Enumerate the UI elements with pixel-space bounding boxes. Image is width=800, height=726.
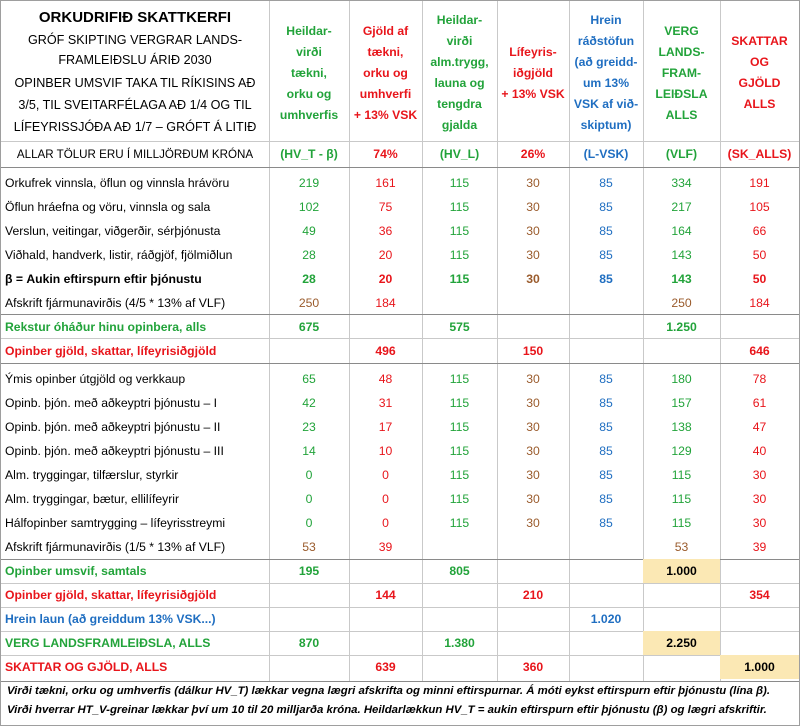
table-cell: 85 bbox=[599, 492, 613, 506]
units-note: ALLAR TÖLUR ERU Í MILLJÖRÐUM KRÓNA bbox=[16, 147, 254, 161]
table-cell: 180 bbox=[671, 372, 692, 386]
table-cell: 184 bbox=[749, 296, 770, 310]
row-label: β = Aukin eftirspurn eftir þjónustu bbox=[5, 272, 202, 286]
table-cell: 30 bbox=[526, 248, 540, 262]
table-cell: 47 bbox=[752, 420, 767, 434]
table-cell: 30 bbox=[526, 224, 540, 238]
table-cell: 85 bbox=[599, 248, 613, 262]
table-cell: 102 bbox=[298, 200, 320, 214]
table-cell: 646 bbox=[749, 344, 770, 358]
row-label: Opinber gjöld, skattar, lífeyrisiðgjöld bbox=[5, 588, 217, 602]
table-cell: 1.250 bbox=[666, 319, 697, 334]
table-cell: 250 bbox=[298, 296, 320, 310]
table-cell bbox=[497, 631, 569, 655]
table-cell: 115 bbox=[449, 516, 470, 530]
table-cell bbox=[349, 559, 422, 583]
table-cell: 17 bbox=[378, 420, 393, 434]
table-cell: 1.000 bbox=[643, 559, 720, 583]
column-code: (HV_L) bbox=[439, 147, 480, 161]
table-cell: 42 bbox=[302, 396, 316, 410]
table-cell: 85 bbox=[599, 516, 613, 530]
table-cell: 129 bbox=[671, 444, 692, 458]
column-header: SKATTAR OG GJÖLD ALLS bbox=[731, 34, 788, 111]
row-label: Rekstur óháður hinu opinbera, alls bbox=[5, 319, 207, 334]
table-cell: 0 bbox=[305, 492, 313, 506]
table-cell bbox=[643, 607, 720, 631]
row-label: Alm. tryggingar, tilfærslur, styrkir bbox=[5, 468, 179, 482]
table-cell bbox=[269, 339, 349, 363]
table-cell: 50 bbox=[752, 272, 767, 286]
subtitle-line: FRAMLEIÐSLU ÁRIÐ 2030 bbox=[58, 53, 212, 67]
row-label: Alm. tryggingar, bætur, ellilífeyrir bbox=[5, 492, 180, 506]
table-cell: 115 bbox=[449, 444, 470, 458]
table-cell: 354 bbox=[749, 588, 770, 602]
table-cell: 39 bbox=[752, 540, 767, 554]
table-cell bbox=[422, 583, 497, 607]
table-cell: 30 bbox=[526, 200, 540, 214]
table-cell: 31 bbox=[378, 396, 393, 410]
table-cell: 0 bbox=[382, 468, 389, 482]
subtitle-line: GRÓF SKIPTING VERGRAR LANDS- bbox=[27, 33, 243, 47]
table-cell: 85 bbox=[599, 396, 613, 410]
row-label: Verslun, veitingar, viðgerðir, sérþjónusta bbox=[5, 224, 221, 238]
table-cell: 115 bbox=[671, 516, 692, 530]
row-label: Afskrift fjármunavirðis (4/5 * 13% af VLF) bbox=[5, 296, 226, 310]
subtitle-line: OPINBER UMSVIF TAKA TIL RÍKISINS AÐ bbox=[14, 76, 256, 90]
table-cell: 195 bbox=[298, 564, 320, 578]
table-cell: 30 bbox=[752, 468, 767, 482]
table-cell: 30 bbox=[526, 372, 540, 386]
table-cell bbox=[349, 315, 422, 338]
table-cell: 161 bbox=[375, 176, 396, 190]
table-cell: 40 bbox=[752, 444, 767, 458]
table-cell bbox=[720, 631, 799, 655]
table-cell: 85 bbox=[599, 444, 613, 458]
subtitle-line: 3/5, TIL SVEITARFÉLAGA AÐ 1/4 OG TIL bbox=[18, 98, 252, 112]
table-cell: 30 bbox=[526, 272, 540, 286]
table-cell bbox=[497, 559, 569, 583]
table-cell: 14 bbox=[302, 444, 316, 458]
table-cell: 115 bbox=[449, 248, 470, 262]
table-cell bbox=[569, 655, 643, 679]
column-header: VERG LANDS- FRAM- LEIÐSLA ALLS bbox=[655, 23, 708, 122]
table-cell: 28 bbox=[302, 272, 316, 286]
table-cell: 191 bbox=[749, 176, 770, 190]
row-label: Öflun hráefna og vöru, vinnsla og sala bbox=[5, 200, 211, 214]
column-header: Gjöld af tækni, orku og umhverfi + 13% VSK bbox=[353, 23, 418, 122]
table-cell: 75 bbox=[378, 200, 393, 214]
row-label: Opinb. þjón. með aðkeyptri þjónustu – II bbox=[5, 420, 221, 434]
table-cell bbox=[422, 655, 497, 679]
table-cell: 61 bbox=[752, 396, 767, 410]
grid-line bbox=[1, 363, 799, 364]
table-cell: 639 bbox=[375, 660, 396, 674]
column-code: (L-VSK) bbox=[583, 147, 629, 161]
table-cell: 115 bbox=[671, 492, 692, 506]
table-cell bbox=[497, 535, 569, 559]
table-cell: 496 bbox=[375, 344, 396, 358]
table-cell bbox=[349, 631, 422, 655]
column-code: (VLF) bbox=[665, 147, 698, 161]
table-cell: 115 bbox=[449, 224, 470, 238]
table-cell bbox=[422, 535, 497, 559]
table-cell bbox=[643, 583, 720, 607]
table-cell: 20 bbox=[378, 272, 393, 286]
table-cell: 0 bbox=[305, 468, 313, 482]
table-cell bbox=[643, 655, 720, 679]
column-code: (SK_ALLS) bbox=[727, 147, 792, 161]
table-cell: 184 bbox=[375, 296, 396, 310]
table-cell: 210 bbox=[522, 588, 544, 602]
table-title: ORKUDRIFIÐ SKATTKERFI bbox=[38, 9, 232, 26]
table-cell bbox=[643, 339, 720, 363]
table-cell: 217 bbox=[671, 200, 692, 214]
grid-line bbox=[1, 681, 799, 682]
table-cell: 66 bbox=[752, 224, 767, 238]
table-cell: 85 bbox=[599, 200, 613, 214]
table-cell bbox=[569, 315, 643, 338]
table-cell: 39 bbox=[378, 540, 393, 554]
table-cell: 334 bbox=[671, 176, 692, 190]
row-label: Opinber umsvif, samtals bbox=[5, 564, 147, 578]
table-cell: 85 bbox=[599, 468, 613, 482]
table-cell: 150 bbox=[522, 344, 544, 358]
row-label: VERG LANDSFRAMLEIÐSLA, ALLS bbox=[5, 636, 211, 650]
table-cell: 78 bbox=[752, 372, 767, 386]
table-cell: 30 bbox=[526, 468, 540, 482]
table-cell bbox=[569, 559, 643, 583]
table-cell bbox=[569, 631, 643, 655]
table-cell bbox=[269, 583, 349, 607]
table-cell: 115 bbox=[671, 468, 692, 482]
table-cell: 575 bbox=[449, 319, 470, 334]
table-cell bbox=[569, 535, 643, 559]
footnote: Virði tækni, orku og umhverfis (dálkur HV_T) lækkar vegna lægri afskrifta og minni eftirspurnar. Á móti eykst eftirspurn eftir þjónustu (lína β). bbox=[7, 685, 770, 697]
table-cell: 1.380 bbox=[444, 636, 475, 650]
table-cell: 2.250 bbox=[643, 631, 720, 655]
column-code: (HV_T - β) bbox=[280, 147, 338, 161]
table-cell bbox=[349, 607, 422, 631]
row-label: Afskrift fjármunavirðis (1/5 * 13% af VLF) bbox=[5, 540, 226, 554]
table-cell: 115 bbox=[449, 420, 470, 434]
table-cell: 30 bbox=[526, 420, 540, 434]
table-cell bbox=[720, 315, 799, 338]
table-cell: 30 bbox=[752, 492, 767, 506]
table-cell: 85 bbox=[599, 176, 613, 190]
table-cell bbox=[720, 559, 799, 583]
table-cell: 30 bbox=[526, 176, 540, 190]
table-cell: 30 bbox=[526, 396, 540, 410]
column-header: Heildar- virði alm.trygg, launa og tengdra gjalda bbox=[430, 13, 489, 132]
row-label: Hrein laun (að greiddum 13% VSK...) bbox=[5, 612, 216, 626]
table-cell bbox=[720, 607, 799, 631]
table-cell: 143 bbox=[671, 248, 692, 262]
table-cell: 115 bbox=[449, 396, 470, 410]
column-header: Hrein ráðstöfun (að greidd- um 13% VSK af við- skiptum) bbox=[573, 13, 639, 132]
table-cell: 50 bbox=[752, 248, 767, 262]
table-cell: 30 bbox=[526, 516, 540, 530]
table-cell: 105 bbox=[749, 200, 770, 214]
table-cell bbox=[569, 339, 643, 363]
table-cell: 30 bbox=[752, 516, 767, 530]
table-cell: 85 bbox=[599, 272, 613, 286]
table-cell: 138 bbox=[671, 420, 692, 434]
table-cell: 85 bbox=[599, 420, 613, 434]
row-label: SKATTAR OG GJÖLD, ALLS bbox=[5, 660, 168, 674]
table-cell: 53 bbox=[302, 540, 316, 554]
table-cell: 115 bbox=[449, 468, 470, 482]
table-cell: 115 bbox=[449, 176, 470, 190]
table-cell: 30 bbox=[526, 444, 540, 458]
table-cell: 30 bbox=[526, 492, 540, 506]
table-cell: 115 bbox=[449, 200, 470, 214]
table-cell: 1.020 bbox=[590, 612, 622, 626]
table-cell: 20 bbox=[378, 248, 393, 262]
table-cell: 49 bbox=[302, 224, 316, 238]
column-header: Heildar- virði tækni, orku og umhverfis bbox=[279, 23, 339, 122]
table-cell: 219 bbox=[298, 176, 320, 190]
table-cell bbox=[497, 291, 569, 315]
table-cell: 65 bbox=[302, 372, 316, 386]
table-cell bbox=[422, 291, 497, 315]
table-cell: 28 bbox=[302, 248, 316, 262]
subtitle-line: LÍFEYRISSJÓÐA AÐ 1/7 – GRÓFT Á LITIÐ bbox=[13, 120, 257, 134]
table-cell bbox=[569, 583, 643, 607]
table-cell: 360 bbox=[522, 660, 544, 674]
table-cell: 10 bbox=[378, 444, 393, 458]
table-cell bbox=[569, 291, 643, 315]
table-cell bbox=[269, 607, 349, 631]
table-cell bbox=[269, 655, 349, 679]
table-cell: 85 bbox=[599, 224, 613, 238]
table-cell: 53 bbox=[674, 540, 689, 554]
table-cell: 0 bbox=[305, 516, 313, 530]
table-cell bbox=[497, 607, 569, 631]
table-cell: 805 bbox=[449, 564, 470, 578]
table-cell: 1.000 bbox=[720, 655, 799, 679]
row-label: Viðhald, handverk, listir, ráðgjöf, fjölmiðlun bbox=[5, 248, 233, 262]
row-label: Ýmis opinber útgjöld og verkkaup bbox=[5, 372, 186, 386]
column-code: 26% bbox=[520, 147, 546, 161]
table-cell bbox=[497, 315, 569, 338]
table-cell: 164 bbox=[671, 224, 692, 238]
table-cell: 0 bbox=[382, 492, 389, 506]
row-label: Opinber gjöld, skattar, lífeyrisiðgjöld bbox=[5, 344, 217, 358]
table-cell bbox=[422, 607, 497, 631]
row-label: Orkufrek vinnsla, öflun og vinnsla hrávöru bbox=[5, 176, 230, 190]
row-label: Opinb. þjón. með aðkeyptri þjónustu – I bbox=[5, 396, 218, 410]
table-cell: 675 bbox=[298, 319, 320, 334]
column-header: Lífeyris- iðgjöld + 13% VSK bbox=[501, 44, 565, 101]
table-cell: 23 bbox=[302, 420, 316, 434]
table-cell bbox=[422, 339, 497, 363]
table-cell: 36 bbox=[378, 224, 393, 238]
table-cell: 0 bbox=[382, 516, 389, 530]
table-cell: 85 bbox=[599, 372, 613, 386]
table-cell: 48 bbox=[378, 372, 393, 386]
table-cell: 115 bbox=[449, 272, 470, 286]
table-cell: 250 bbox=[671, 296, 692, 310]
column-code: 74% bbox=[373, 147, 398, 161]
table-cell: 870 bbox=[298, 636, 320, 650]
table-cell: 144 bbox=[375, 588, 396, 602]
grid-line bbox=[1, 167, 799, 168]
table-cell: 143 bbox=[671, 272, 692, 286]
table-cell: 115 bbox=[449, 372, 470, 386]
table-cell: 157 bbox=[671, 396, 692, 410]
table-cell: 115 bbox=[449, 492, 470, 506]
row-label: Hálfopinber samtrygging – lífeyrisstreymi bbox=[5, 516, 226, 530]
row-label: Opinb. þjón. með aðkeyptri þjónustu – III bbox=[5, 444, 224, 458]
footnote: Virði hverrar HT_V-greinar lækkar því um 10 til 20 milljarða króna. Heildarlækkun HV_T = aukin eftirspurn eftir þjónustu (β) og lægri afskriftir. bbox=[7, 704, 767, 716]
